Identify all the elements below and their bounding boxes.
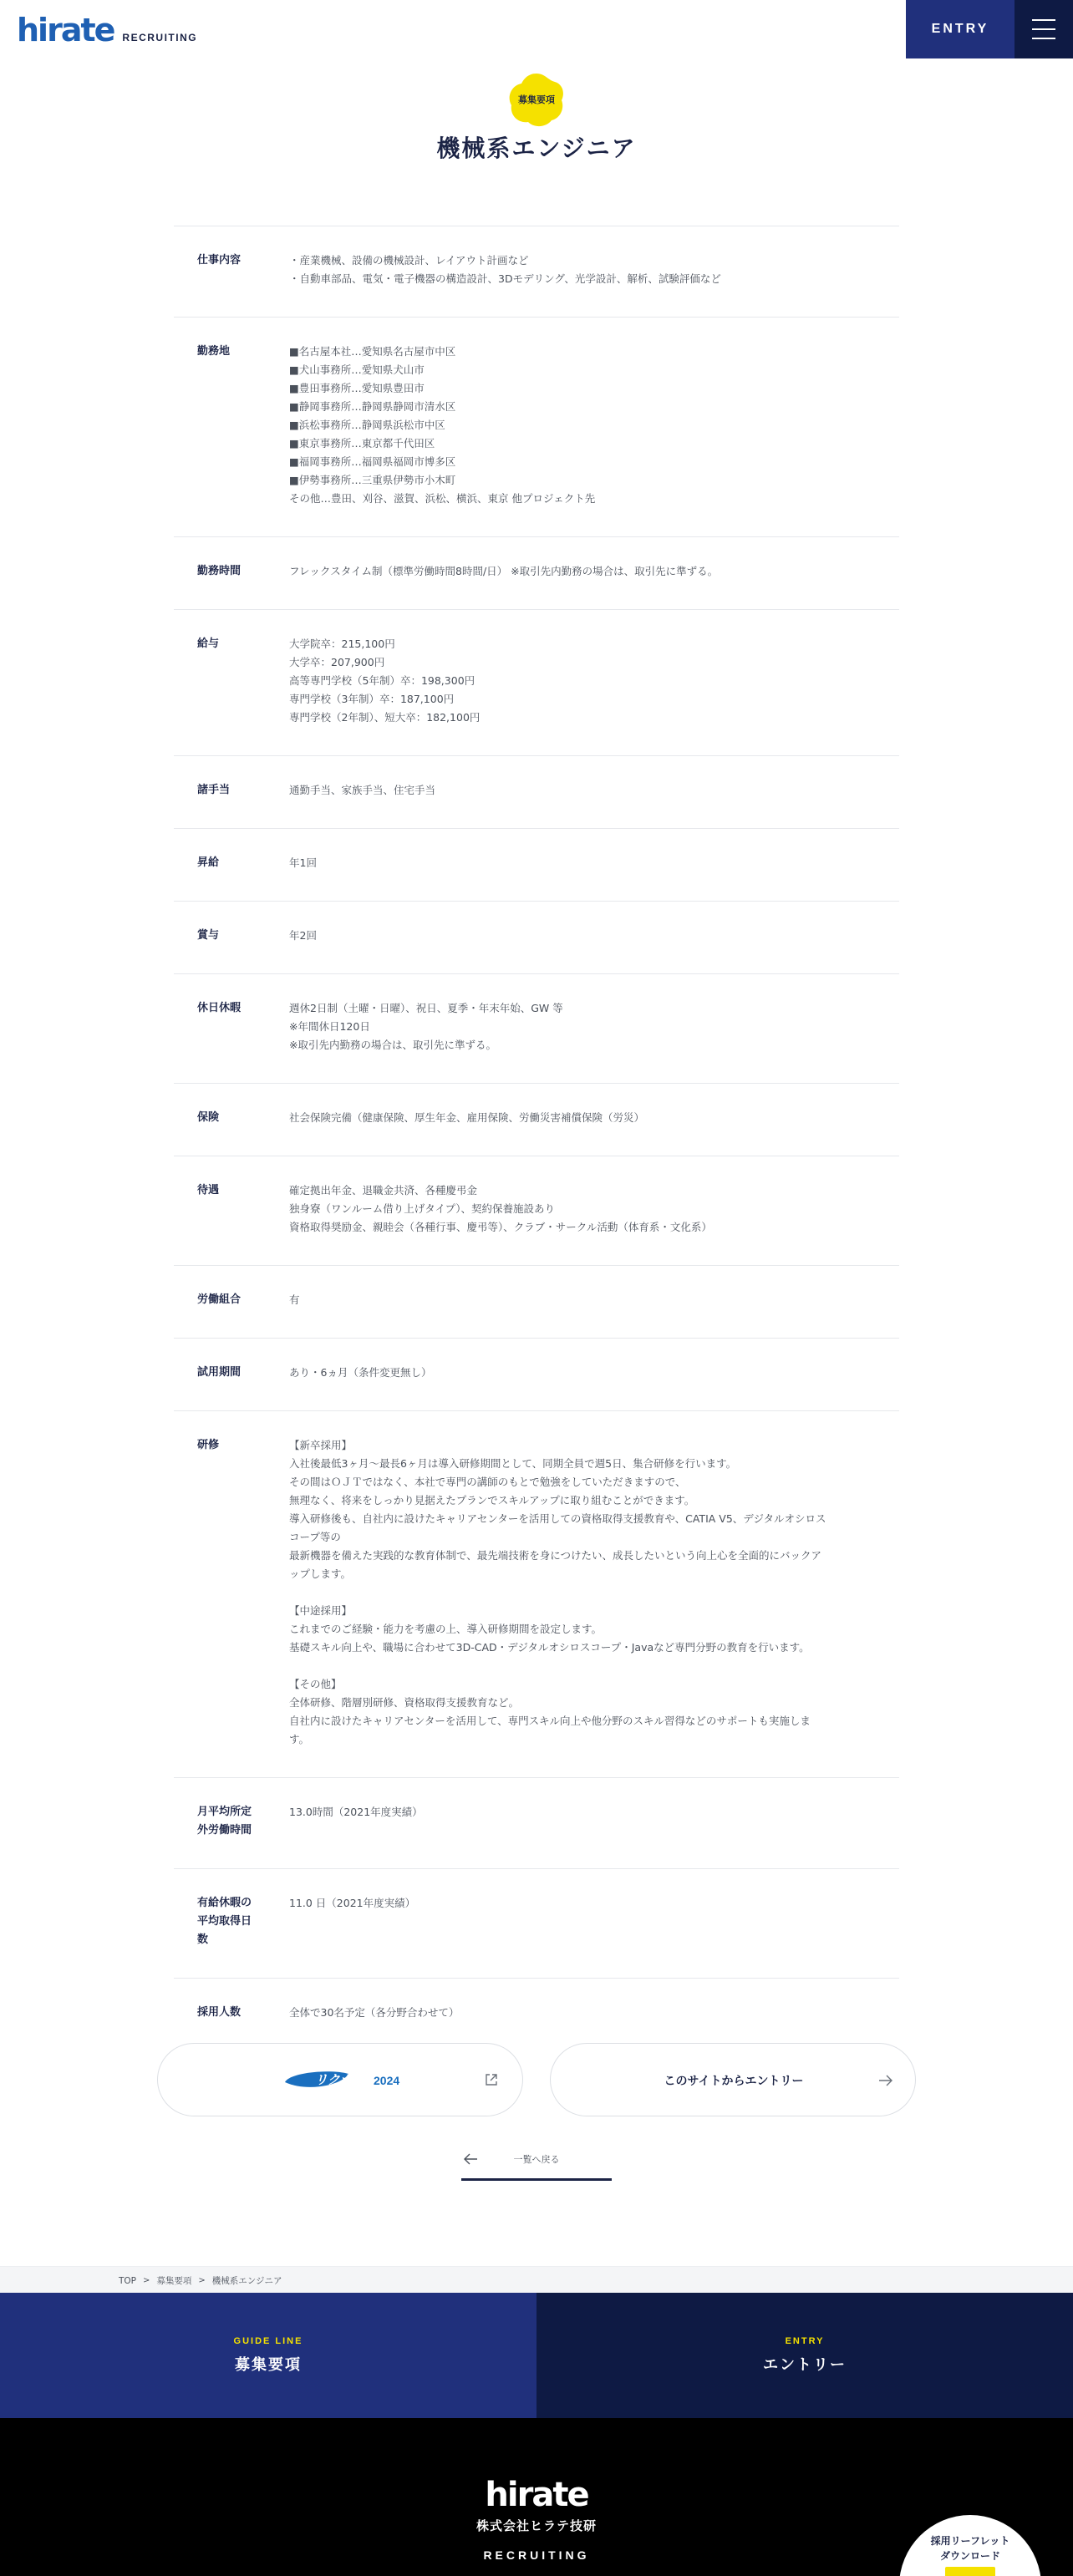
rikunabi-label: リクナビ	[315, 2072, 365, 2087]
row-label-line: 賞与	[197, 929, 220, 942]
row-value-line: ■名古屋本社…愛知県名古屋市中区	[289, 345, 456, 358]
row-label	[174, 252, 289, 288]
table-row	[174, 1265, 899, 1338]
header-entry-button[interactable]: ENTRY	[906, 0, 1015, 58]
row-label	[174, 999, 289, 1054]
row-label	[174, 343, 289, 508]
row-value-line: 無理なく、将来をしっかり見据えたプランでスキルアップに取り組むことができます。	[289, 1494, 695, 1506]
table-row	[174, 755, 899, 828]
row-value-line: ※取引先内勤務の場合は、取引先に準ずる。	[289, 1039, 496, 1051]
row-value-line: これまでのご経験・能力を考慮の上、導入研修期間を設定します。	[289, 1623, 603, 1635]
row-value-line: 有	[289, 1293, 300, 1306]
row-value-line: コープ等の	[289, 1531, 341, 1543]
row-value-line: ■東京事務所…東京都千代田区	[289, 437, 435, 450]
row-label-line: 研修	[197, 1439, 220, 1451]
site-entry-label: このサイトからエントリー	[664, 2075, 804, 2088]
row-label	[174, 1894, 289, 1949]
row-value	[289, 2004, 899, 2022]
chevron-right-icon: >	[143, 2276, 150, 2285]
row-label	[174, 1109, 289, 1127]
row-value-line: 【その他】	[289, 1678, 342, 1690]
footer-logo-subtitle: RECRUITING	[483, 2548, 590, 2562]
breadcrumb	[119, 2274, 282, 2287]
row-value-line: ップします。	[289, 1567, 352, 1580]
row-value	[289, 1894, 899, 1949]
row-label	[174, 1803, 289, 1840]
row-value-line: 全体で30名予定（各分野合わせて）	[289, 2006, 460, 2019]
row-value	[289, 343, 899, 508]
row-value-line: 高等専門学校（5年制）卒：198,300円	[289, 674, 475, 687]
table-row	[174, 1083, 899, 1156]
row-value-line: その間はＯＪＴではなく、本社で専門の講師のもとで勉強をしていただきますので、	[289, 1476, 686, 1488]
row-value-line: 通勤手当、家族手当、住宅手当	[289, 784, 436, 796]
site-header	[0, 0, 1073, 58]
row-label	[174, 562, 289, 581]
row-label-line: 採用人数	[197, 2006, 242, 2019]
back-to-list-link[interactable]	[461, 2149, 612, 2181]
row-value-line: 13.0時間（2021年度実績）	[289, 1806, 423, 1818]
row-value	[289, 562, 899, 581]
row-value-line: 11.0 日（2021年度実績）	[289, 1897, 416, 1909]
row-value	[289, 1291, 899, 1309]
table-row	[174, 317, 899, 536]
row-label-line: 月平均所定	[197, 1806, 252, 1818]
row-value	[289, 1109, 899, 1127]
row-value	[289, 252, 899, 288]
row-value-line: フレックスタイム制（標準労働時間8時間/日） ※取引先内勤務の場合は、取引先に準ずる。	[289, 565, 719, 577]
table-row	[174, 1156, 899, 1265]
row-value-line: その他…豊田、刈谷、滋賀、浜松、横浜、東京 他プロジェクト先	[289, 492, 596, 505]
row-value-line: ■犬山事務所…愛知県犬山市	[289, 363, 425, 376]
table-row	[174, 1410, 899, 1777]
row-value	[289, 927, 899, 945]
row-label-line: 平均取得日	[197, 1915, 252, 1928]
table-row	[174, 536, 899, 609]
breadcrumb-item-top[interactable]: TOP	[119, 2275, 137, 2286]
row-value	[289, 781, 899, 800]
row-value-line: 年1回	[289, 856, 317, 869]
leaflet-label-line1: 採用リーフレット	[930, 2535, 1010, 2547]
table-row	[174, 901, 899, 973]
row-label-line: 昇給	[197, 856, 220, 869]
section-badge	[506, 70, 567, 129]
breadcrumb-bar	[0, 2266, 1073, 2293]
badge-label: 募集要項	[518, 94, 555, 105]
row-value-line: 専門学校（3年制）卒：187,100円	[289, 693, 455, 705]
row-value-line	[289, 1657, 882, 1675]
chevron-right-icon: >	[198, 2276, 206, 2285]
menu-icon-bar	[1032, 19, 1055, 21]
row-label	[174, 1364, 289, 1382]
row-value-line: 大学卒：207,900円	[289, 656, 385, 668]
table-row	[174, 1978, 899, 2050]
row-label-line: 諸手当	[197, 784, 231, 796]
arrow-right-icon	[878, 2074, 893, 2087]
logo-wordmark: hirate	[17, 12, 114, 48]
row-label-line: 外労働時間	[197, 1824, 252, 1837]
footer-company-name: 株式会社ヒラテ技研	[475, 2518, 597, 2533]
entry-panel-en: ENTRY	[785, 2336, 825, 2346]
breadcrumb-item-guideline[interactable]: 募集要項	[156, 2276, 192, 2286]
site-entry-button[interactable]	[550, 2043, 916, 2116]
table-row	[174, 973, 899, 1083]
entry-panel-ja: エントリー	[763, 2356, 847, 2374]
row-label	[174, 635, 289, 727]
row-value-line: ■静岡事務所…静岡県静岡市清水区	[289, 400, 456, 413]
row-value-line: ・自動車部品、電気・電子機器の構造設計、3Dモデリング、光学設計、解析、試験評価など	[289, 272, 721, 285]
page-title: 機械系エンジニア	[436, 135, 637, 162]
hamburger-menu-button[interactable]	[1015, 0, 1073, 58]
row-label-line: 給与	[197, 638, 220, 650]
row-label	[174, 927, 289, 945]
row-value-line: 【中途採用】	[289, 1604, 353, 1617]
table-row	[174, 226, 899, 317]
row-label-line: 数	[197, 1933, 209, 1946]
table-row	[174, 1777, 899, 1868]
external-link-icon	[484, 2072, 499, 2087]
row-value-line: 確定拠出年金、退職金共済、各種慶弔金	[289, 1184, 478, 1197]
row-value-line: 大学院卒：215,100円	[289, 638, 395, 650]
row-label-line: 試用期間	[197, 1366, 242, 1379]
row-value-line: 独身寮（ワンルーム借り上げタイプ）、契約保養施設あり	[289, 1202, 555, 1215]
row-label-line: 勤務地	[197, 345, 231, 358]
row-label-line: 労働組合	[197, 1293, 242, 1306]
row-label-line: 仕事内容	[197, 254, 242, 267]
row-value-line: 最新機器を備えた実践的な教育体制で、最先端技術を身につけたい、成長したいという向上心を全面的にバックア	[289, 1549, 822, 1562]
rikunabi-button[interactable]	[157, 2043, 523, 2116]
row-label	[174, 1436, 289, 1749]
row-value	[289, 854, 899, 872]
row-value-line: あり・6ヵ月（条件変更無し）	[289, 1366, 432, 1379]
guideline-panel-link[interactable]	[0, 2293, 536, 2418]
row-label	[174, 1181, 289, 1237]
row-label-line: 保険	[197, 1111, 220, 1124]
rikunabi-year: 2024	[374, 2074, 400, 2087]
row-value-line: ■浜松事務所…静岡県浜松市中区	[289, 419, 445, 431]
footer-logo-wordmark[interactable]: hirate	[485, 2476, 588, 2514]
table-row	[174, 1868, 899, 1978]
breadcrumb-item-current: 機械系エンジニア	[211, 2276, 282, 2286]
row-value-line: ■豊田事務所…愛知県豊田市	[289, 382, 425, 394]
recruitment-info-table	[174, 226, 899, 2050]
row-value-line: 【新卒採用】	[289, 1439, 353, 1451]
row-value-line: 社会保険完備（健康保険、厚生年金、雇用保険、労働災害補償保険（労災）	[289, 1111, 645, 1124]
row-value-line: 専門学校（2年制）、短大卒：182,100円	[289, 711, 481, 724]
row-value-line	[289, 1583, 882, 1602]
row-label	[174, 2004, 289, 2022]
row-value	[289, 635, 899, 727]
site-footer	[0, 2418, 1073, 2576]
row-value-line: 全体研修、階層別研修、資格取得支援教育など。	[289, 1696, 520, 1709]
table-row	[174, 1338, 899, 1410]
entry-panel-link[interactable]	[536, 2293, 1073, 2418]
row-value	[289, 1803, 899, 1840]
row-value	[289, 1181, 899, 1237]
row-value-line: 資格取得奨励金、親睦会（各種行事、慶弔等）、クラブ・サークル活動（体育系・文化系）	[289, 1221, 712, 1233]
menu-icon-bar	[1032, 38, 1055, 39]
row-value-line: ■伊勢事務所…三重県伊勢市小木町	[289, 474, 456, 486]
row-label	[174, 854, 289, 872]
leaflet-thumbnail	[945, 2567, 995, 2576]
row-value-line: ■福岡事務所…福岡県福岡市博多区	[289, 455, 456, 468]
row-label-line: 勤務時間	[197, 565, 242, 577]
row-value-line: ※年間休日120日	[289, 1020, 370, 1033]
table-row	[174, 828, 899, 901]
guideline-panel-en: GUIDE LINE	[233, 2336, 303, 2346]
guideline-panel-ja: 募集要項	[235, 2356, 302, 2374]
row-value-line: ・産業機械、設備の機械設計、レイアウト計画など	[289, 254, 529, 267]
table-row	[174, 609, 899, 755]
row-value-line: 自社内に設けたキャリアセンターを活用して、専門スキル向上や他分野のスキル習得などのサポートも実施しま	[289, 1715, 811, 1727]
row-label-line: 休日休暇	[197, 1002, 242, 1014]
leaflet-label-line2: ダウンロード	[939, 2550, 1000, 2562]
row-label-line: 待遇	[197, 1184, 220, 1197]
row-value-line: 導入研修後も、自社内に設けたキャリアセンターを活用しての資格取得支援教育や、CATIA V5、デジタルオシロス	[289, 1512, 826, 1525]
back-to-list-label: 一覧へ戻る	[513, 2154, 560, 2165]
row-value	[289, 1436, 899, 1749]
row-value-line: 基礎スキル向上や、職場に合わせて3D-CAD・デジタルオシロスコープ・Javaなど専門分野の教育を行います。	[289, 1641, 810, 1654]
row-label-line: 有給休暇の	[197, 1897, 252, 1909]
row-value-line: 入社後最低3ヶ月〜最長6ヶ月は導入研修期間として、同期全員で週5日、集合研修を行います。	[289, 1457, 737, 1470]
row-label	[174, 781, 289, 800]
row-value	[289, 999, 899, 1054]
row-label	[174, 1291, 289, 1309]
leaflet-download-label	[899, 2533, 1041, 2563]
row-value-line: す。	[289, 1733, 310, 1745]
menu-icon-bar	[1032, 28, 1055, 30]
row-value	[289, 1364, 899, 1382]
row-value-line: 週休2日制（土曜・日曜）、祝日、夏季・年末年始、GW 等	[289, 1002, 563, 1014]
logo-subtitle: RECRUITING	[122, 32, 198, 43]
site-logo[interactable]	[17, 13, 197, 47]
row-value-line: 年2回	[289, 929, 317, 942]
